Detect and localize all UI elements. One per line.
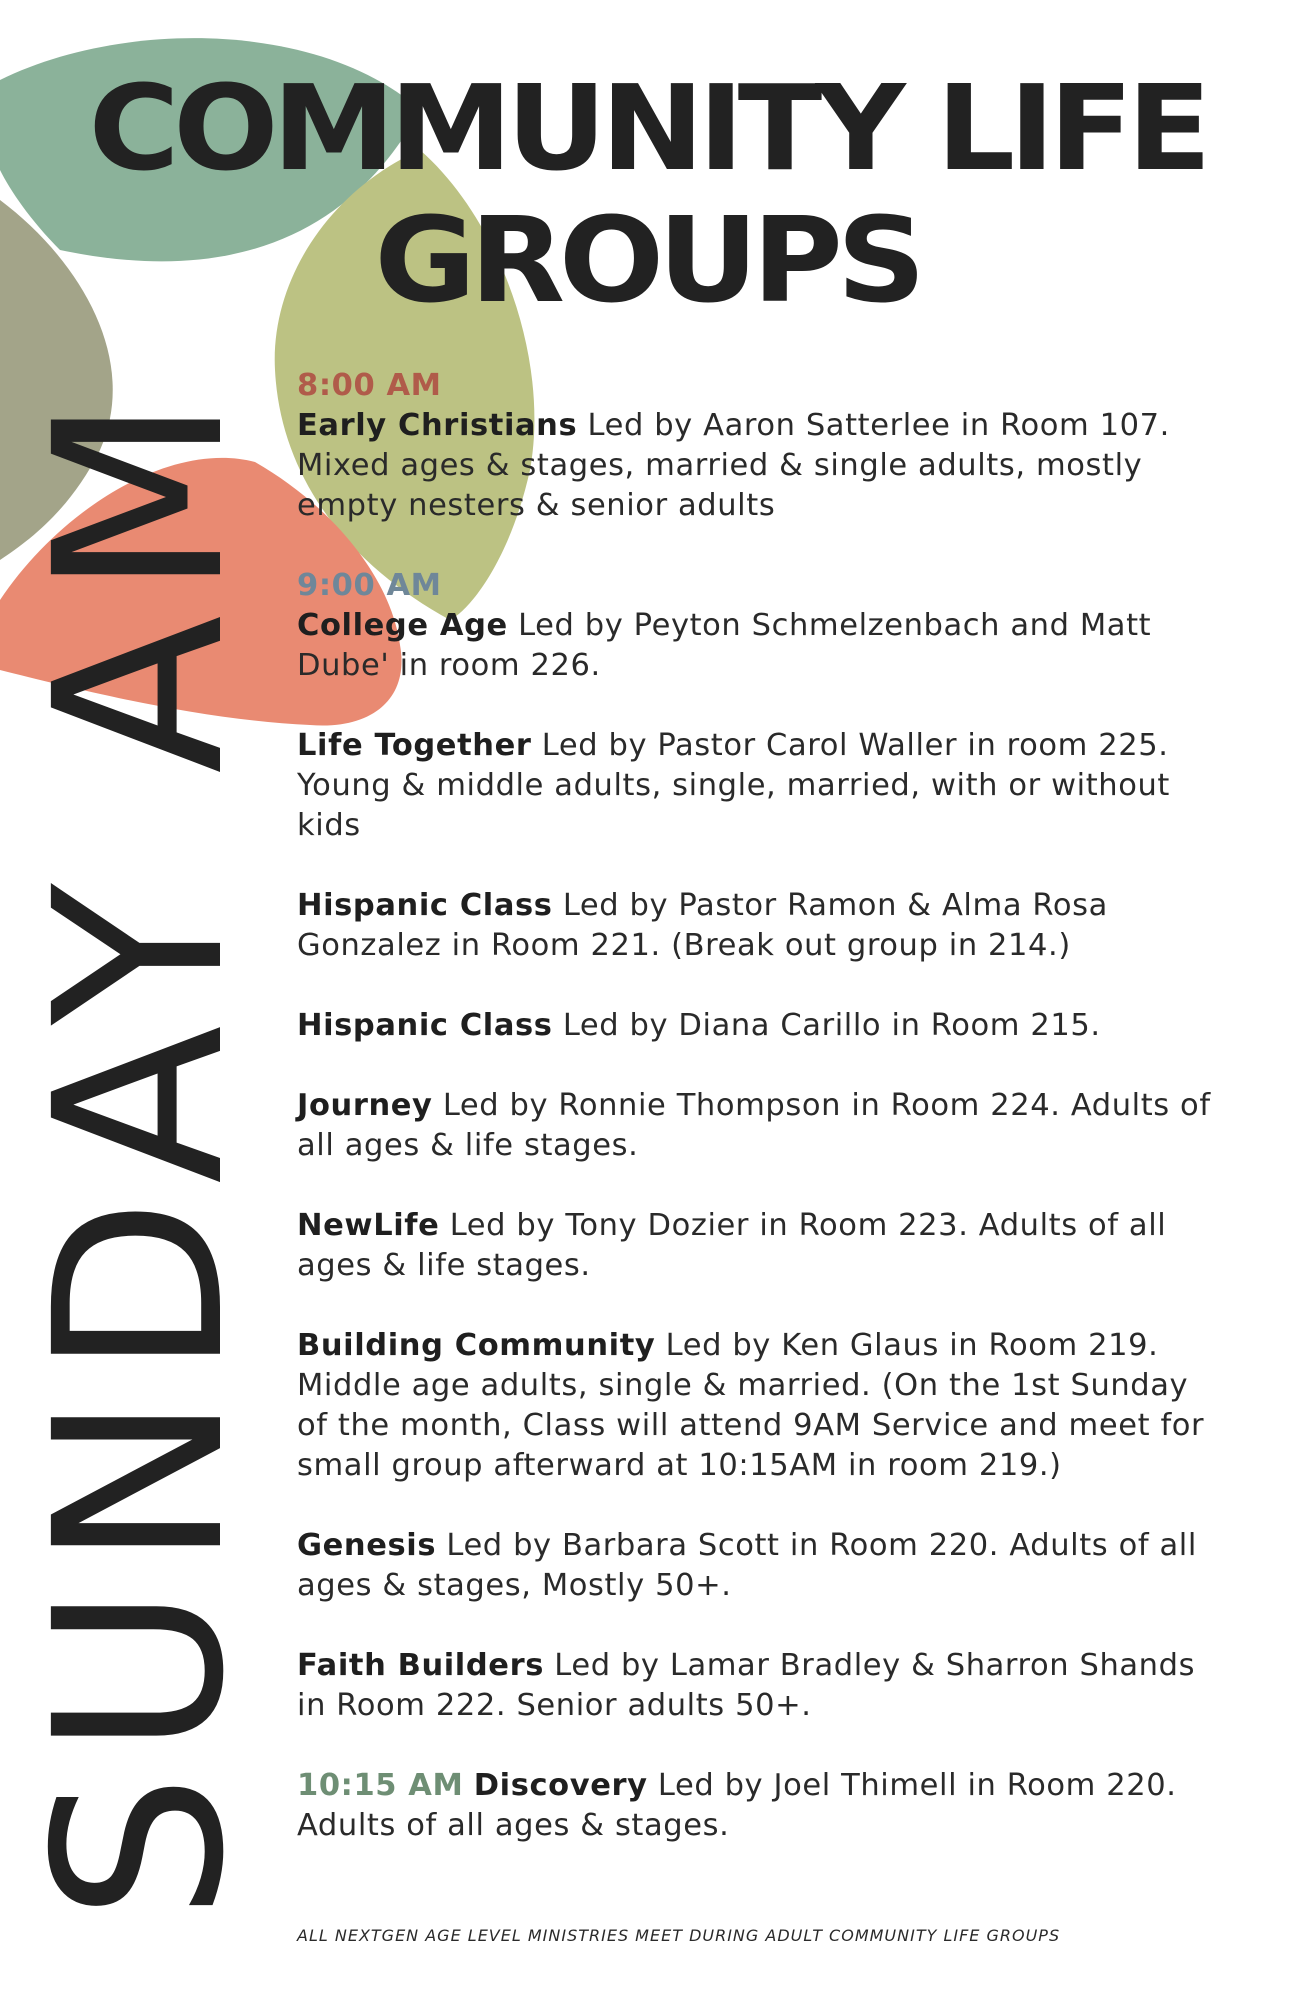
title-line-2: GROUPS bbox=[374, 191, 920, 329]
group-details: Led by Pastor Carol Waller in room 225. Young & middle adults, single, married, with or without kids bbox=[297, 728, 1170, 843]
group-details: Led by Tony Dozier in Room 223. Adults of all ages & life stages. bbox=[297, 1208, 1167, 1283]
group-name: NewLife bbox=[297, 1208, 440, 1243]
group-name: Building Community bbox=[297, 1328, 656, 1363]
group-entry bbox=[297, 1766, 1227, 1846]
group-entry bbox=[297, 886, 1227, 966]
group-details: Led by Aaron Satterlee in Room 107. Mixed ages & stages, married & single adults, mostly empty nesters & senior adults bbox=[297, 408, 1170, 523]
group-details: Led by Ronnie Thompson in Room 224. Adults of all ages & life stages. bbox=[297, 1088, 1211, 1163]
group-entry bbox=[297, 1206, 1227, 1286]
group-entry bbox=[297, 1086, 1227, 1166]
group-entry bbox=[297, 406, 1227, 526]
group-name: Discovery bbox=[473, 1768, 648, 1803]
page-title bbox=[0, 59, 1294, 329]
group-name: Journey bbox=[297, 1088, 433, 1123]
group-name: Faith Builders bbox=[297, 1648, 544, 1683]
group-entry bbox=[297, 1646, 1227, 1726]
time-heading: 10:15 AM bbox=[297, 1768, 464, 1803]
group-details: Led by Lamar Bradley & Sharron Shands in Room 222. Senior adults 50+. bbox=[297, 1648, 1196, 1723]
group-entry bbox=[297, 606, 1227, 686]
time-heading: 8:00 AM bbox=[297, 368, 442, 403]
group-details: Led by Pastor Ramon & Alma Rosa Gonzalez in Room 221. (Break out group in 214.) bbox=[297, 888, 1108, 963]
group-details: Led by Peyton Schmelzenbach and Matt Dube' in room 226. bbox=[297, 608, 1152, 683]
group-details: Led by Ken Glaus in Room 219. Middle age adults, single & married. (On the 1st Sunday of the month, Class will attend 9AM Service and meet for small group afterward at 10:15AM in room 219.) bbox=[297, 1328, 1205, 1483]
group-name: Early Christians bbox=[297, 408, 578, 443]
group-details: Led by Diana Carillo in Room 215. bbox=[552, 1008, 1101, 1043]
group-entry bbox=[297, 1006, 1227, 1046]
group-entry bbox=[297, 726, 1227, 846]
group-details: Led by Joel Thimell in Room 220. Adults of all ages & stages. bbox=[297, 1768, 1177, 1843]
group-entry bbox=[297, 1326, 1227, 1486]
group-entry bbox=[297, 1526, 1227, 1606]
time-heading: 9:00 AM bbox=[297, 568, 442, 603]
footer-note: ALL NEXTGEN AGE LEVEL MINISTRIES MEET DURING ADULT COMMUNITY LIFE GROUPS bbox=[297, 1926, 1061, 1945]
schedule bbox=[297, 366, 1227, 1886]
group-name: Hispanic Class bbox=[297, 1008, 553, 1043]
vertical-sunday-label: SUNDAY AM bbox=[5, 378, 275, 1922]
group-name: Genesis bbox=[297, 1528, 437, 1563]
group-name: Hispanic Class bbox=[297, 888, 553, 923]
title-line-1: COMMUNITY LIFE bbox=[88, 59, 1206, 197]
group-details: Led by Barbara Scott in Room 220. Adults of all ages & stages, Mostly 50+. bbox=[297, 1528, 1197, 1603]
group-name: Life Together bbox=[297, 728, 532, 763]
group-name: College Age bbox=[297, 608, 508, 643]
